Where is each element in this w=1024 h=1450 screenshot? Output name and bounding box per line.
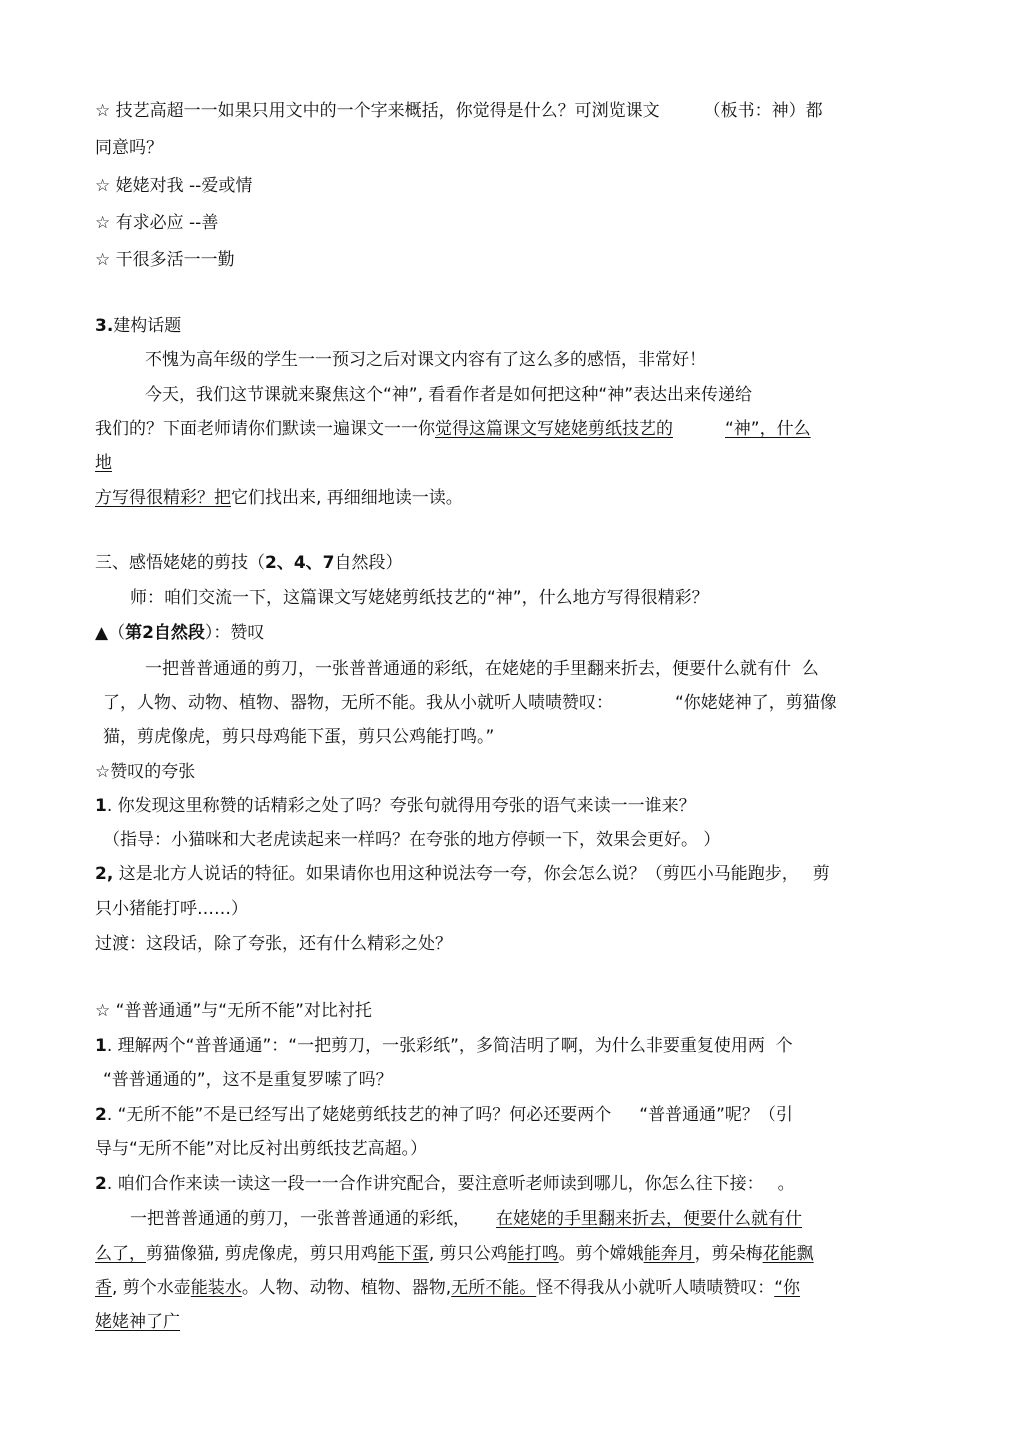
- text-line: ☆ 有求必应 --善: [95, 213, 219, 233]
- text-line: 师：咱们交流一下，这篇课文写姥姥剪纸技艺的“神”，什么地方写得很精彩？: [130, 588, 709, 608]
- text-line: 地: [95, 453, 112, 473]
- text-line: ☆ 技艺高超一一如果只用文中的一个字来概括，你觉得是什么？可浏览课文 （板书：神）都: [95, 101, 823, 121]
- text-line: 今天，我们这节课就来聚焦这个“神”, 看看作者是如何把这种“神”表达出来传递给: [145, 385, 753, 405]
- text-line: 1. 你发现这里称赞的话精彩之处了吗？夸张句就得用夸张的语气来读一一谁来？: [95, 796, 696, 816]
- quote-line: 姥姥神了广: [95, 1312, 180, 1332]
- text-line: “普普通通的”，这不是重复罗嗦了吗？: [103, 1070, 393, 1090]
- text-line: 2. 咱们合作来读一读这一段一一合作讲究配合，要注意听老师读到哪儿，你怎么往下接： 。: [95, 1174, 795, 1194]
- quote-line: 猫，剪虎像虎，剪只母鸡能下蛋，剪只公鸡能打鸣。”: [103, 727, 495, 747]
- text-line: 我们的？下面老师请你们默读一遍课文一一你觉得这篇课文写姥姥剪纸技艺的 “神”，什么: [95, 419, 811, 439]
- section-heading: 3.建构话题: [95, 316, 182, 336]
- text-line: ☆ 干很多活一一勤: [95, 250, 235, 270]
- quote-line: 一把普普通通的剪刀，一张普普通通的彩纸， 在姥姥的手里翻来折去，便要什么就有什: [130, 1209, 802, 1229]
- text-line: ▲（第2自然段）：赞叹: [95, 623, 265, 643]
- text-line: 1. 理解两个“普普通通”：“一把剪刀，一张彩纸”，多简洁明了啊，为什么非要重复使用两 个: [95, 1036, 793, 1056]
- quote-line: 一把普普通通的剪刀，一张普普通通的彩纸，在姥姥的手里翻来折去，便要什么就有什 么: [145, 659, 819, 679]
- quote-line: 么了，剪猫像猫, 剪虎像虎，剪只用鸡能下蛋, 剪只公鸡能打鸣。剪个嫦娥能奔月，剪朵梅花能飘: [95, 1244, 814, 1264]
- text-line: 同意吗？: [95, 138, 163, 158]
- quote-line: 了，人物、动物、植物、器物，无所不能。我从小就听人啧啧赞叹： “你姥姥神了，剪猫像: [103, 693, 837, 713]
- text-line: 过渡：这段话，除了夸张，还有什么精彩之处？: [95, 934, 452, 954]
- text-line: 导与“无所不能”对比反衬出剪纸技艺高超。）: [95, 1139, 428, 1159]
- text-line: 2. “无所不能”不是已经写出了姥姥剪纸技艺的神了吗？何必还要两个 “普普通通”呢？（引: [95, 1105, 793, 1125]
- text-line: ☆赞叹的夸张: [95, 762, 196, 782]
- text-line: 只小猪能打呼……）: [95, 899, 248, 919]
- text-line: 不愧为高年级的学生一一预习之后对课文内容有了这么多的感悟，非常好！: [145, 350, 706, 370]
- text-line: 方写得很精彩？把它们找出来, 再细细地读一读。: [95, 488, 463, 508]
- section-heading: ☆ “普普通通”与“无所不能”对比衬托: [95, 1001, 372, 1021]
- text-line: 2, 这是北方人说话的特征。如果请你也用这种说法夸一夸，你会怎么说？（剪匹小马能跑步， 剪: [95, 864, 830, 884]
- text-line: （指导：小猫咪和大老虎读起来一样吗？在夸张的地方停顿一下，效果会更好。 ）: [103, 830, 721, 850]
- quote-line: 香, 剪个水壶能装水。人物、动物、植物、器物,无所不能。怪不得我从小就听人啧啧赞叹：“你: [95, 1278, 801, 1298]
- section-heading: 三、感悟姥姥的剪技（2、4、7自然段）: [95, 553, 403, 573]
- text-line: ☆ 姥姥对我 --爱或情: [95, 176, 253, 196]
